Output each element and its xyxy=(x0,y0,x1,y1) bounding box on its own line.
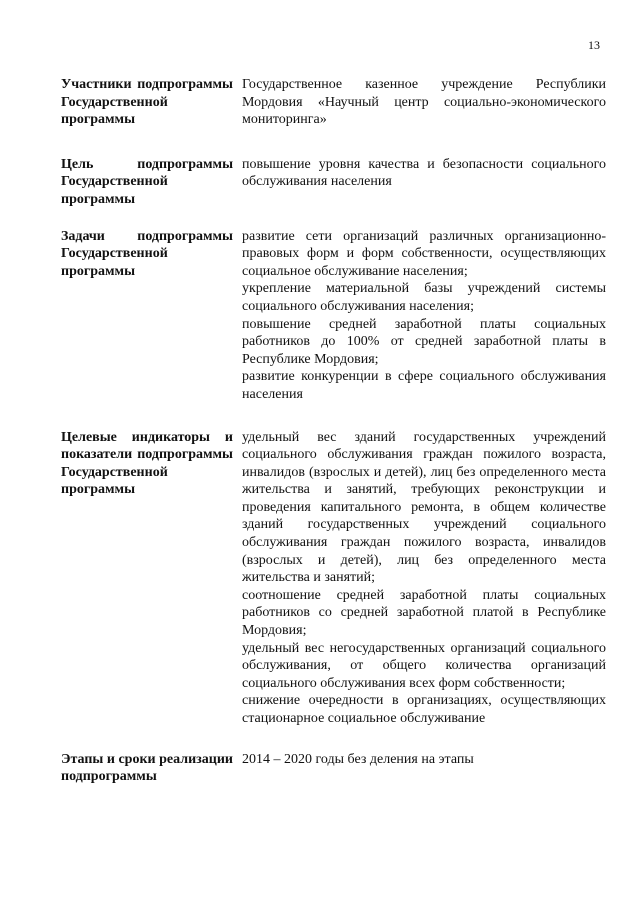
page-number: 13 xyxy=(588,38,600,52)
list-item: развитие конкуренции в сфере социального обслуживания населения xyxy=(242,369,606,402)
list-item: удельный вес негосударственных организаций социального обслуживания, от общего количества организаций социального обслуживания всех форм собственности; xyxy=(242,640,606,691)
row-label: Цель подпрограммы Государственной программы xyxy=(61,156,233,207)
row-content xyxy=(242,156,606,209)
row-goal xyxy=(61,156,606,209)
row-label: Целевые индикаторы и показатели подпрограммы Государственной программы xyxy=(61,429,233,498)
list-item: повышение уровня качества и безопасности социального обслуживания населения xyxy=(242,156,606,190)
row-label: Участники подпрограммы Государственной программы xyxy=(61,77,233,128)
list-item: повышение средней заработной платы социальных работников до 100% от средней заработной платы в Республике Мордовия; xyxy=(242,316,606,367)
subprogram-passport-table xyxy=(61,76,606,786)
row-stages-and-terms xyxy=(61,751,606,786)
row-tasks xyxy=(61,228,606,404)
row-content xyxy=(242,429,606,728)
row-content xyxy=(242,76,606,129)
row-indicators xyxy=(61,429,606,728)
list-item: соотношение средней заработной платы социальных работников со средней заработной платой в Республике Мордовия; xyxy=(242,587,606,639)
list-item: снижение очередности в организациях, осуществляющих стационарное социальное обслуживание xyxy=(242,693,606,726)
row-content xyxy=(242,751,606,786)
row-participants xyxy=(61,76,606,129)
list-item: 2014 – 2020 годы без деления на этапы xyxy=(242,751,474,767)
list-item: укрепление материальной базы учреждений системы социального обслуживания населения; xyxy=(242,281,606,314)
row-content xyxy=(242,228,606,404)
list-item: Государственное казенное учреждение Республики Мордовия «Научный центр социально-экономического мониторинга» xyxy=(242,77,606,128)
list-item: удельный вес зданий государственных учреждений социального обслуживания граждан пожилого возраста, инвалидов (взрослых и детей), лиц без определенного места жительства и занятий, требующих реконструкции и проведения капитального ремонта, в общем количестве зданий государственных учреждений социального обслуживания граждан пожилого возраста, инвалидов (взрослых и детей), лиц без определенного места жительства и занятий; xyxy=(242,429,606,586)
row-label: Задачи подпрограммы Государственной программы xyxy=(61,228,233,279)
row-label: Этапы и сроки реализации подпрограммы xyxy=(61,751,233,785)
list-item: развитие сети организаций различных организационно-правовых форм и форм собственности, осуществляющих социальное обслуживание населения; xyxy=(242,228,606,279)
